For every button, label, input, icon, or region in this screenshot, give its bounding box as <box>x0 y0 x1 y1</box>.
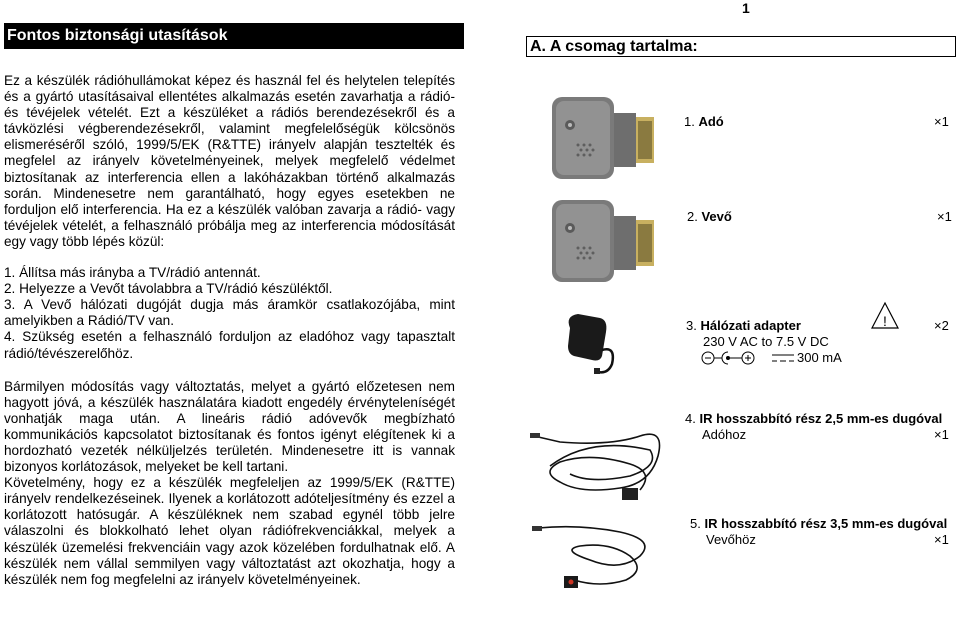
polarity-icon <box>700 349 800 372</box>
item-5-qty: ×1 <box>934 532 949 547</box>
step-item: 3. A Vevő hálózati dugóját dugja más áramkör csatlakozójába, mint amelyikben a Rádió/TV van. <box>4 297 455 329</box>
item-4-qty: ×1 <box>934 427 949 442</box>
item-5-sub: Vevőhöz <box>706 532 756 547</box>
safety-column <box>4 23 455 588</box>
requirement-paragraph: Követelmény, hogy ez a készülék megfeleljen az 1999/5/EK (R&TTE) irányelv rendelkezéseinek. Ilyenek a korlátozott adóteljesítmény és ezzel a korlátozott hatósugár. A készüléknek nem szabad egynél több jelre válaszolni és blokkolható lehet olyan rádiófrekvenciákkal, melyek a készülék üzemelési frekvenciáin vagy azok közelében fordulhatnak elő. A készülék nem vállal semmilyen vagy változtatást azt okozhatja, hogy a készülék nem fog megfelelni az irányelv követelményeinek. <box>4 475 455 587</box>
adapter-spec-current: 300 mA <box>797 350 842 365</box>
item-2: 2. Vevő <box>687 209 732 224</box>
item-2-qty: ×1 <box>937 209 952 224</box>
package-contents-heading: A. A csomag tartalma: <box>526 36 956 57</box>
transmitter-image <box>548 93 660 190</box>
item-3: 3. Hálózati adapter <box>686 318 801 333</box>
modification-paragraph: Bármilyen módosítás vagy változtatás, melyet a gyártó előzetesen nem hagyott jóvá, a készülék használatára kiadott engedély érvényteleníségét vonhatják maga után. A lineáris rádió adóvevők megbízható kommunikációs kapcsolatot biztosítanak és fontos igényt elégítenek ki a hordozható vezeték nélküljelzés területén. Mindenesetre itt is vannak bizonyos korlátozások, melyeket be kell tartani. <box>4 378 455 475</box>
item-5: 5. IR hosszabbító rész 3,5 mm-es dugóval <box>690 516 948 531</box>
step-item: 1. Állítsa más irányba a TV/rádió antennát. <box>4 265 261 281</box>
safety-paragraph-1: Ez a készülék rádióhullámokat képez és használ fel és helytelen telepítés és a gyártó utasításaival ellentétes alkalmazás esetén zavarhatja a rádió- és tévéjelek vételét. Ezt a készüléket a rádiós berendezésekről és a távközlési végberendezésekről, valamint megfelelőségük kölcsönös elismeréséről szóló, 1999/5/EK (R&TTE) irányelv alapján tesztelték és megfelel az irányelv követelményeinek, melyek megfelelő védelmet biztosítanak az interferencia ellen a lakóházakban történő alkalmazás során. Mindenesetre nem garantálható, hogy egyes esetekben ne forduljon elő interferencia. Ha ez a készülék valóban zavarja a rádió- vagy tévéjelek vételét, a felhasználó próbálja meg az interferencia módosítását egy vagy több lépés közül: <box>4 73 455 249</box>
receiver-image <box>548 196 660 293</box>
item-4: 4. IR hosszabbító rész 2,5 mm-es dugóval <box>685 411 943 426</box>
ir-extender-35-image <box>530 516 670 605</box>
step-item: 4. Szükség esetén a felhasználó forduljon az eladóhoz vagy tapasztalt rádió/tévészerelőhöz. <box>4 329 455 361</box>
safety-title: Fontos biztonsági utasítások <box>4 23 464 49</box>
step-item: 2. Helyezze a Vevőt távolabbra a TV/rádió készüléktől. <box>4 281 333 297</box>
warning-icon <box>870 301 900 336</box>
item-1: 1. Adó <box>684 114 724 129</box>
adapter-image <box>560 306 630 381</box>
steps-list <box>4 265 455 362</box>
ir-extender-25-image <box>530 406 670 513</box>
page-number: 1 <box>742 0 750 16</box>
item-1-qty: ×1 <box>934 114 949 129</box>
item-4-sub: Adóhoz <box>702 427 747 442</box>
svg-text:!: ! <box>883 313 887 329</box>
item-3-qty: ×2 <box>934 318 949 333</box>
adapter-spec-voltage: 230 V AC to 7.5 V DC <box>703 334 829 349</box>
